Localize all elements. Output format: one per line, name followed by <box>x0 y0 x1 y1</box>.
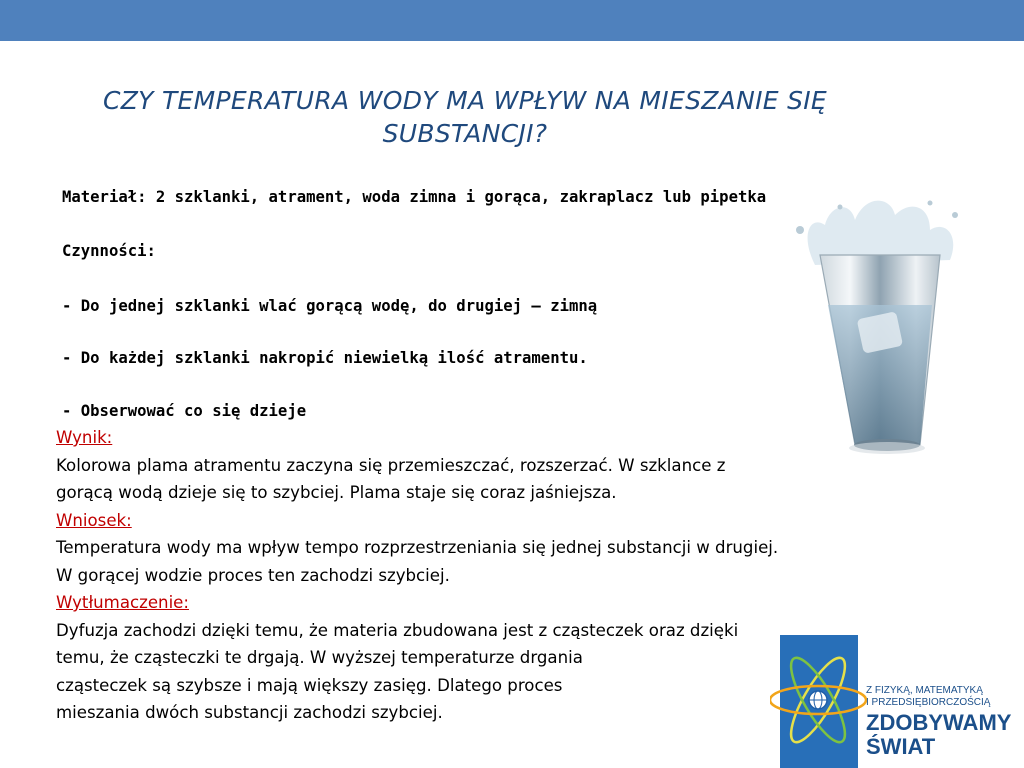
logo-line-2: I PRZEDSIĘBIORCZOŚCIĄ <box>866 697 991 708</box>
steps-heading: Czynności: <box>62 242 156 260</box>
explanation-line-4: mieszania dwóch substancji zachodzi szybciej. <box>56 703 443 722</box>
explanation-label: Wytłumaczenie: <box>56 593 189 612</box>
conclusion-label: Wniosek: <box>56 510 132 530</box>
top-bar <box>0 0 1024 41</box>
conclusion-line-1: Temperatura wody ma wpływ tempo rozprzestrzeniania się jednej substancji w drugiej. <box>56 538 779 557</box>
water-glass-image <box>780 195 980 460</box>
slide-title: CZY TEMPERATURA WODY MA WPŁYW NA MIESZANIE SIĘ SUBSTANCJI? <box>102 86 828 148</box>
step-item-3: - Obserwować co się dzieje <box>62 402 307 420</box>
logo-line-1: Z FIZYKĄ, MATEMATYKĄ <box>866 685 983 696</box>
logo-line-3: ZDOBYWAMY <box>866 710 1012 735</box>
conclusion-line-2: W gorącej wodzie proces ten zachodzi szybciej. <box>56 565 450 585</box>
step-item-2: - Do każdej szklanki nakropić niewielką ilość atramentu. <box>62 349 588 367</box>
result-label: Wynik: <box>56 428 113 447</box>
materials-line: Materiał: 2 szklanki, atrament, woda zimna i gorąca, zakraplacz lub pipetka <box>62 188 767 206</box>
explanation-line-2: temu, że cząsteczki te drgają. W wyższej temperaturze drgania <box>56 648 583 667</box>
step-item-1: - Do jednej szklanki wlać gorącą wodę, do drugiej – zimną <box>62 297 598 315</box>
logo-line-4: ŚWIAT <box>866 734 936 759</box>
result-line-2: gorącą wodą dzieje się to szybciej. Plama staje się coraz jaśniejsza. <box>56 483 617 502</box>
explanation-line-3: cząsteczek są szybsze i mają większy zasięg. Dlatego proces <box>56 675 563 695</box>
explanation-line-1: Dyfuzja zachodzi dzięki temu, że materia zbudowana jest z cząsteczek oraz dzięki <box>56 620 739 640</box>
result-line-1: Kolorowa plama atramentu zaczyna się przemieszczać, rozszerzać. W szklance z <box>56 455 726 475</box>
project-logo <box>770 630 1024 768</box>
